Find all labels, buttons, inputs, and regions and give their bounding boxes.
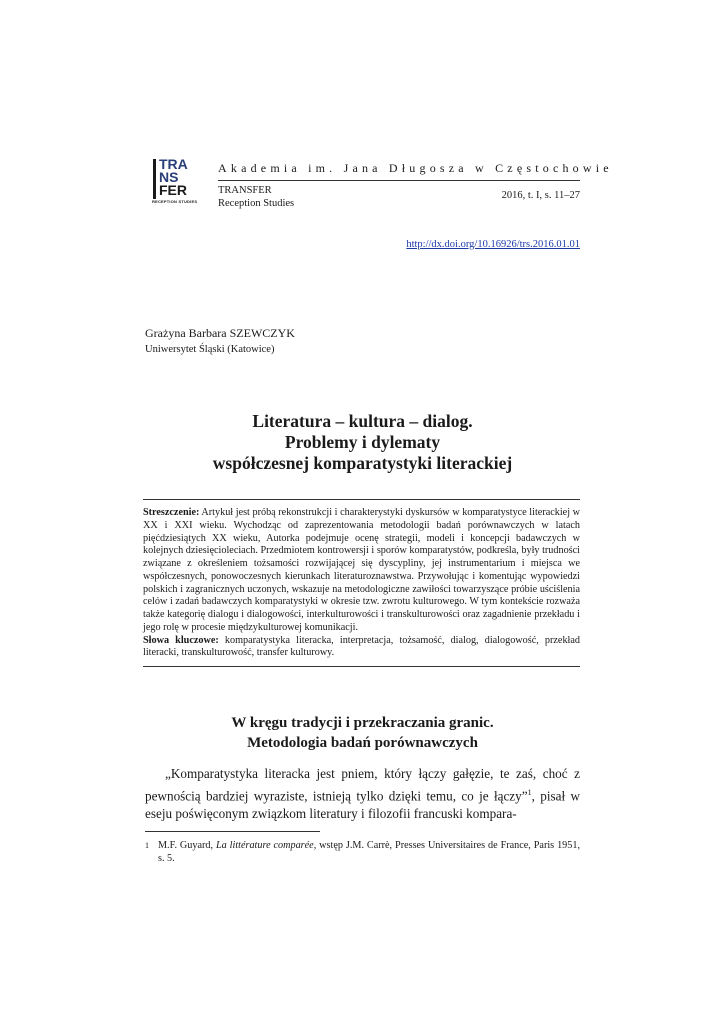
author-affiliation: Uniwersytet Śląski (Katowice) <box>145 344 275 355</box>
keywords-label: Słowa kluczowe: <box>143 634 219 646</box>
footnote-italic-title: La littérature comparée <box>215 840 314 851</box>
journal-subtitle: Reception Studies <box>218 198 295 209</box>
footnote <box>145 839 580 865</box>
article-title <box>145 411 580 474</box>
title-line-2: Problemy i dylematy <box>284 432 441 452</box>
abstract-text: Artykuł jest próbą rekonstrukcji i charakterystyki dyskursów w komparatystyce literackiej w XX i XXI wieku. Wychodząc od zaprezentowania metodologii badań porównawczych w latach pięćdziesiątych XX wieku, Autorka podejmuje ocenę strategii, modeli i koncepcji badawczych w kolejnych dziesięcioleciach. Przedmiotem kontrowersji i sporów komparatystów, podkreśla, były trudności związane z określeniem tożsamości rozwijającej się dyscypliny, jej instrumentarium i miejsca we współczesnych, ponowoczesnych kierunkach literaturoznawstwa. Przywołując i komentując wypowiedzi polskich i zagranicznych uczonych, wskazuje na metodologiczne zawiłości towarzyszące próbie uściślenia celów i zadań badawczych komparatystyki w okresie tzw. zwrotu kulturowego. W tym kontekście rozważa także kategorię dialogu i dialogowości, interkulturowości i transkulturowości oraz zagadnienie przekładu i jego rolę w procesie międzykulturowej komunikacji. <box>143 507 580 633</box>
logo-bar <box>153 159 156 199</box>
body-paragraph <box>145 765 580 824</box>
keywords-paragraph <box>143 635 580 661</box>
abstract-paragraph <box>143 507 580 635</box>
keywords-text: komparatystyka literacka, interpretacja, tożsamość, dialog, dialogowość, przekład literacki, transkulturowość, transfer kulturowy. <box>143 634 580 659</box>
journal-logo <box>150 157 196 205</box>
footnote-text <box>158 839 580 865</box>
journal-title <box>218 184 294 210</box>
footnote-number: 1 <box>145 841 149 850</box>
body-text-before: „Komparatystyka literacka jest pniem, który łączy gałęzie, te zaś, choć z pewnością bardziej wyraziste, istnieją tylko dzięki temu, co je łączy” <box>145 766 580 803</box>
footnote-after: , wstęp J.M. Carrè, Presses Universitaires de France, Paris 1951, s. 5. <box>158 840 580 864</box>
section-line-1: W kręgu tradycji i przekraczania granic. <box>231 715 494 731</box>
footnote-ref[interactable]: 1 <box>527 787 532 797</box>
body-text-after: , pisał w eseju poświęconym związkom literatury i filozofii francuski kompara- <box>145 787 581 822</box>
volume-info: 2016, t. I, s. 11–27 <box>501 190 580 201</box>
academy-name: Akademia im. Jana Długosza w Częstochowie <box>218 161 613 175</box>
logo-line-1: TRA <box>159 156 188 172</box>
journal-name: TRANSFER <box>218 185 272 196</box>
title-line-3: współczesnej komparatystyki literackiej <box>212 453 513 473</box>
footnote-rule <box>145 831 320 832</box>
header-rule <box>218 180 580 181</box>
section-heading <box>145 713 580 753</box>
author-name: Grażyna Barbara SZEWCZYK <box>145 326 295 340</box>
title-line-1: Literatura – kultura – dialog. <box>252 411 473 431</box>
logo-line-2: NS <box>159 169 179 185</box>
doi-link[interactable]: http://dx.doi.org/10.16926/trs.2016.01.01 <box>406 239 580 250</box>
abstract-label: Streszczenie: <box>143 507 200 518</box>
logo-line-3: FER <box>159 182 187 198</box>
footnote-before: M.F. Guyard, <box>158 840 216 851</box>
logo-tagline: RECEPTION STUDIES <box>152 199 198 204</box>
abstract-box <box>143 499 580 667</box>
section-line-2: Metodologia badań porównawczych <box>247 735 478 751</box>
